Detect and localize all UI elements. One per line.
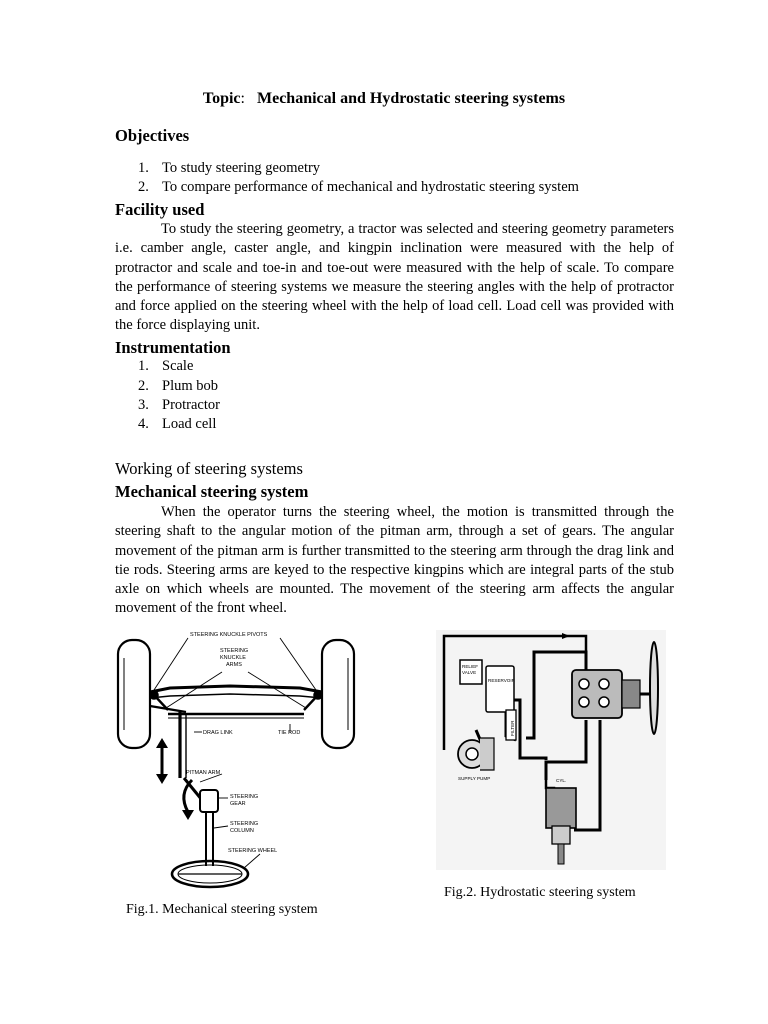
steering-wheel-hydro	[650, 642, 658, 734]
list-number: 4.	[138, 416, 149, 432]
mechanical-text: When the operator turns the steering wheel, the motion is transmitted through the steering shaft to the angular motion of the pitman arm, through a set of gears. The angular movement of the pitman arm is further transmitted to the steering arm through the drag link and tie rods. Steering arms are keyed to the respective kingpins which are integral parts of the stub axle on which wheels are mounted. The movement of the steering arm affects the angular movement of the front wheel.	[115, 504, 674, 617]
mechanical-paragraph	[115, 503, 674, 619]
axle-beam	[150, 686, 322, 692]
label-drag-link: DRAG LINK	[203, 730, 233, 736]
control-valve	[572, 670, 622, 718]
instrument-item	[138, 416, 216, 433]
list-number: 2.	[138, 179, 149, 195]
label-supply-pump: SUPPLY PUMP	[458, 776, 491, 781]
label-knuckle-arms-1: STEERING	[220, 648, 249, 654]
hydrostatic-steering-diagram	[436, 630, 666, 870]
left-wheel	[118, 640, 150, 748]
topic-label: Topic	[202, 90, 241, 107]
instrument-item	[138, 397, 220, 414]
instrument-item	[138, 378, 218, 395]
topic-text: Mechanical and Hydrostatic steering systems	[256, 90, 566, 107]
page-title	[0, 90, 768, 108]
label-steering-gear-1: STEERING	[230, 794, 259, 800]
label-cyl: CYL.	[556, 778, 567, 783]
facility-paragraph	[115, 220, 674, 336]
label-steering-wheel: STEERING WHEEL	[228, 848, 278, 854]
objective-item	[138, 179, 579, 196]
label-pitman-arm: PITMAN ARM	[186, 770, 221, 776]
label-knuckle-pivots: STEERING KNUCKLE PIVOTS	[190, 632, 268, 638]
right-wheel	[322, 640, 354, 748]
topic-colon: :	[240, 90, 245, 107]
facility-text: To study the steering geometry, a tractor was selected and steering geometry parameters i.e. camber angle, caster angle, and kingpin inclination were measured with the help of protractor and scale and toe-in and toe-out were measured with the help of scale. To compare the performance of steering systems we measure the steering angles with the help of protractor and force applied on the steering wheel with the help of load cell. Load cell was provided with the force displaying unit.	[115, 221, 674, 334]
label-relief-1: RELIEF	[462, 664, 479, 669]
instrument-item	[138, 358, 193, 375]
list-text: Protractor	[162, 397, 220, 413]
label-steering-column-1: STEERING	[230, 821, 259, 827]
cylinder	[546, 788, 576, 828]
label-relief-2: VALVE	[462, 670, 477, 675]
label-steering-column-2: COLUMN	[230, 828, 254, 834]
mechanical-heading: Mechanical steering system	[115, 482, 309, 501]
reservoir	[486, 666, 514, 712]
label-tie-rod: TIE ROD	[278, 730, 301, 736]
label-filter: FILTER	[510, 720, 515, 736]
list-number: 3.	[138, 397, 149, 413]
fig1-caption: Fig.1. Mechanical steering system	[126, 902, 318, 917]
steering-gear	[200, 790, 218, 812]
fig2-caption: Fig.2. Hydrostatic steering system	[444, 885, 636, 900]
label-reservoir: RESERVOIR	[488, 678, 515, 683]
list-text: Plum bob	[162, 378, 218, 394]
list-number: 1.	[138, 160, 149, 176]
list-text: Load cell	[162, 416, 217, 432]
list-number: 1.	[138, 358, 149, 374]
list-number: 2.	[138, 378, 149, 394]
list-text: To compare performance of mechanical and hydrostatic steering system	[162, 179, 579, 195]
objectives-heading: Objectives	[115, 126, 190, 145]
label-knuckle-arms-3: ARMS	[226, 662, 242, 668]
label-steering-gear-2: GEAR	[230, 801, 246, 807]
working-heading: Working of steering systems	[115, 459, 303, 478]
mechanical-steering-diagram	[110, 628, 360, 898]
facility-heading: Facility used	[115, 200, 205, 219]
objective-item	[138, 160, 320, 177]
list-text: Scale	[162, 358, 194, 374]
list-text: To study steering geometry	[162, 160, 321, 176]
instrumentation-heading: Instrumentation	[115, 338, 231, 357]
label-knuckle-arms-2: KNUCKLE	[220, 655, 246, 661]
